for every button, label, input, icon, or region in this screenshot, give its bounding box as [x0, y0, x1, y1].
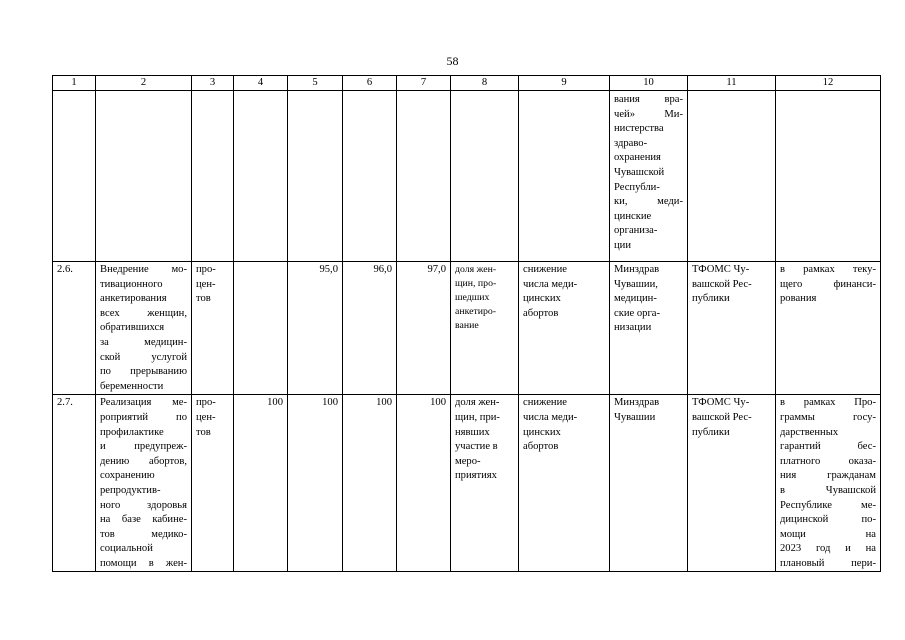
cell-line: нистерства — [614, 123, 664, 135]
measure-name-cell — [96, 395, 192, 572]
cell-line: рования — [780, 293, 817, 305]
cell-line: снижение — [523, 264, 567, 275]
cell-line: на базе кабине- — [100, 514, 187, 526]
cell-line: доля жен- — [455, 397, 500, 409]
cell-line: медицин- — [614, 293, 657, 305]
cell-line: репродуктив- — [100, 484, 161, 496]
value-cell: 100 — [234, 395, 288, 572]
cell-line: цен- — [196, 278, 216, 290]
cell-line: цинских — [523, 293, 561, 305]
column-header: 12 — [776, 76, 881, 91]
cell-line: про- — [196, 264, 216, 275]
cell-line: абортов — [523, 307, 559, 319]
cell-line: вашской Рес- — [692, 278, 752, 290]
cell-line: организа- — [614, 225, 658, 237]
cell-line: охранения — [614, 152, 661, 164]
cell — [53, 91, 96, 262]
cell-line: Республике ме- — [780, 499, 876, 511]
cell — [776, 91, 881, 262]
table-row — [53, 395, 881, 572]
row-number: 2.6. — [53, 262, 96, 395]
column-header: 3 — [192, 76, 234, 91]
column-header: 9 — [519, 76, 610, 91]
cell-line: цинские — [614, 210, 652, 222]
cell-line: и предупреж- — [100, 441, 187, 453]
cell-line: Реализация ме- — [100, 397, 187, 409]
cell-line: роприятий по — [100, 411, 187, 423]
cell-line: Минздрав — [614, 397, 660, 409]
column-header: 1 — [53, 76, 96, 91]
cell-line: по прерыванию — [100, 366, 187, 378]
cell-line: участие в — [455, 441, 498, 453]
unit-cell — [192, 262, 234, 395]
coexecutor-cell — [688, 262, 776, 395]
column-header: 2 — [96, 76, 192, 91]
indicator-cell — [451, 395, 519, 572]
cell-line: анкетирования — [100, 293, 167, 305]
column-header: 11 — [688, 76, 776, 91]
cell-line: ния гражданам — [780, 470, 876, 482]
cell-line: 2023 год и на — [780, 543, 876, 555]
column-number-row — [53, 76, 881, 91]
cell-line: щин, про- — [455, 278, 497, 289]
cell-line: Чувашии — [614, 411, 656, 423]
continuation-row — [53, 91, 881, 262]
cell-line: в Чувашской — [780, 484, 876, 496]
cell-line: платного оказа- — [780, 455, 876, 467]
cell-line: ские орга- — [614, 307, 661, 319]
cell-line: обратившихся — [100, 322, 165, 334]
cell-line: в рамках теку- — [780, 264, 876, 275]
cell-line: цинских — [523, 426, 561, 438]
cell-line: публики — [692, 426, 730, 438]
cell-line: тивационного — [100, 278, 163, 290]
cell-line: тов медико- — [100, 528, 187, 540]
cell-line: тов — [196, 293, 211, 305]
cell — [343, 91, 397, 262]
value-cell: 95,0 — [288, 262, 343, 395]
cell — [96, 91, 192, 262]
executor-cell — [610, 395, 688, 572]
column-header: 7 — [397, 76, 451, 91]
row-number: 2.7. — [53, 395, 96, 572]
cell-line: ного здоровья — [100, 499, 187, 511]
value-cell: 96,0 — [343, 262, 397, 395]
effect-cell — [519, 262, 610, 395]
cell-line: анкетиро- — [455, 306, 497, 317]
cell-line: дению абортов, — [100, 455, 187, 467]
cell-line: за медицин- — [100, 336, 187, 348]
cell-line: шедших — [455, 292, 490, 303]
cell — [451, 91, 519, 262]
table-row — [53, 262, 881, 395]
funding-cell — [776, 262, 881, 395]
program-measures-table — [52, 75, 881, 572]
value-cell: 100 — [343, 395, 397, 572]
cell-line: низации — [614, 322, 652, 334]
cell-line: Внедрение мо- — [100, 264, 187, 275]
cell-line: про- — [196, 397, 216, 409]
column-header: 10 — [610, 76, 688, 91]
funding-cell — [776, 395, 881, 572]
coexecutor-cell — [688, 395, 776, 572]
value-cell: 100 — [288, 395, 343, 572]
cell-line: меро- — [455, 455, 481, 467]
value-cell — [234, 262, 288, 395]
cell-line: ции — [614, 239, 632, 251]
cell — [234, 91, 288, 262]
column-header: 5 — [288, 76, 343, 91]
cell-line: вашской Рес- — [692, 411, 752, 423]
cell-line: снижение — [523, 397, 567, 409]
cell-line: тов — [196, 426, 211, 438]
cell — [688, 91, 776, 262]
cell-line: профилактике — [100, 426, 164, 438]
cell-line: щин, при- — [455, 411, 500, 423]
effect-cell — [519, 395, 610, 572]
cell-line: мощи на — [780, 528, 876, 540]
cell-line: помощи в жен- — [100, 557, 187, 569]
cell-line: ки, меди- — [614, 196, 683, 208]
cell-line: всех женщин, — [100, 307, 187, 319]
cell-line: ТФОМС Чу- — [692, 264, 750, 275]
cell-line: числа меди- — [523, 278, 578, 290]
cell-line: Чувашии, — [614, 278, 658, 290]
unit-cell — [192, 395, 234, 572]
cell-line: гарантий бес- — [780, 441, 876, 453]
cell — [192, 91, 234, 262]
cell-line: Республи- — [614, 181, 660, 193]
cell-line: граммы госу- — [780, 411, 876, 423]
column-header: 8 — [451, 76, 519, 91]
indicator-cell — [451, 262, 519, 395]
cell — [288, 91, 343, 262]
page-number: 58 — [446, 54, 459, 68]
cell-line: беременности — [100, 380, 164, 392]
cell-line: вание — [455, 320, 479, 331]
column-header: 6 — [343, 76, 397, 91]
cell — [397, 91, 451, 262]
cell-line: цен- — [196, 411, 216, 423]
cell-line: социальной — [100, 543, 153, 555]
cell-line: приятиях — [455, 470, 497, 482]
cell-line: ТФОМС Чу- — [692, 397, 750, 409]
cell-line: сохранению — [100, 470, 155, 482]
measure-name-cell — [96, 262, 192, 395]
cell-line: здраво- — [614, 137, 648, 149]
cell-line: щего финанси- — [780, 278, 876, 290]
cell-line: Чувашской — [614, 166, 665, 178]
cell-line: доля жен- — [455, 264, 497, 275]
cell-line: чей» Ми- — [614, 108, 683, 120]
cell-line: публики — [692, 293, 730, 305]
cell-line: числа меди- — [523, 411, 578, 423]
executor-cell — [610, 91, 688, 262]
cell-line: плановый пери- — [780, 557, 876, 569]
cell-line: дицинской по- — [780, 514, 876, 526]
cell-line: нявших — [455, 426, 490, 438]
executor-cell — [610, 262, 688, 395]
cell-line: вания вра- — [614, 94, 683, 105]
value-cell: 97,0 — [397, 262, 451, 395]
cell-line: абортов — [523, 441, 559, 453]
cell — [519, 91, 610, 262]
cell-line: дарственных — [780, 426, 839, 438]
cell-line: в рамках Про- — [780, 397, 876, 409]
value-cell: 100 — [397, 395, 451, 572]
cell-line: ской услугой — [100, 351, 187, 363]
cell-line: Минздрав — [614, 264, 660, 275]
column-header: 4 — [234, 76, 288, 91]
